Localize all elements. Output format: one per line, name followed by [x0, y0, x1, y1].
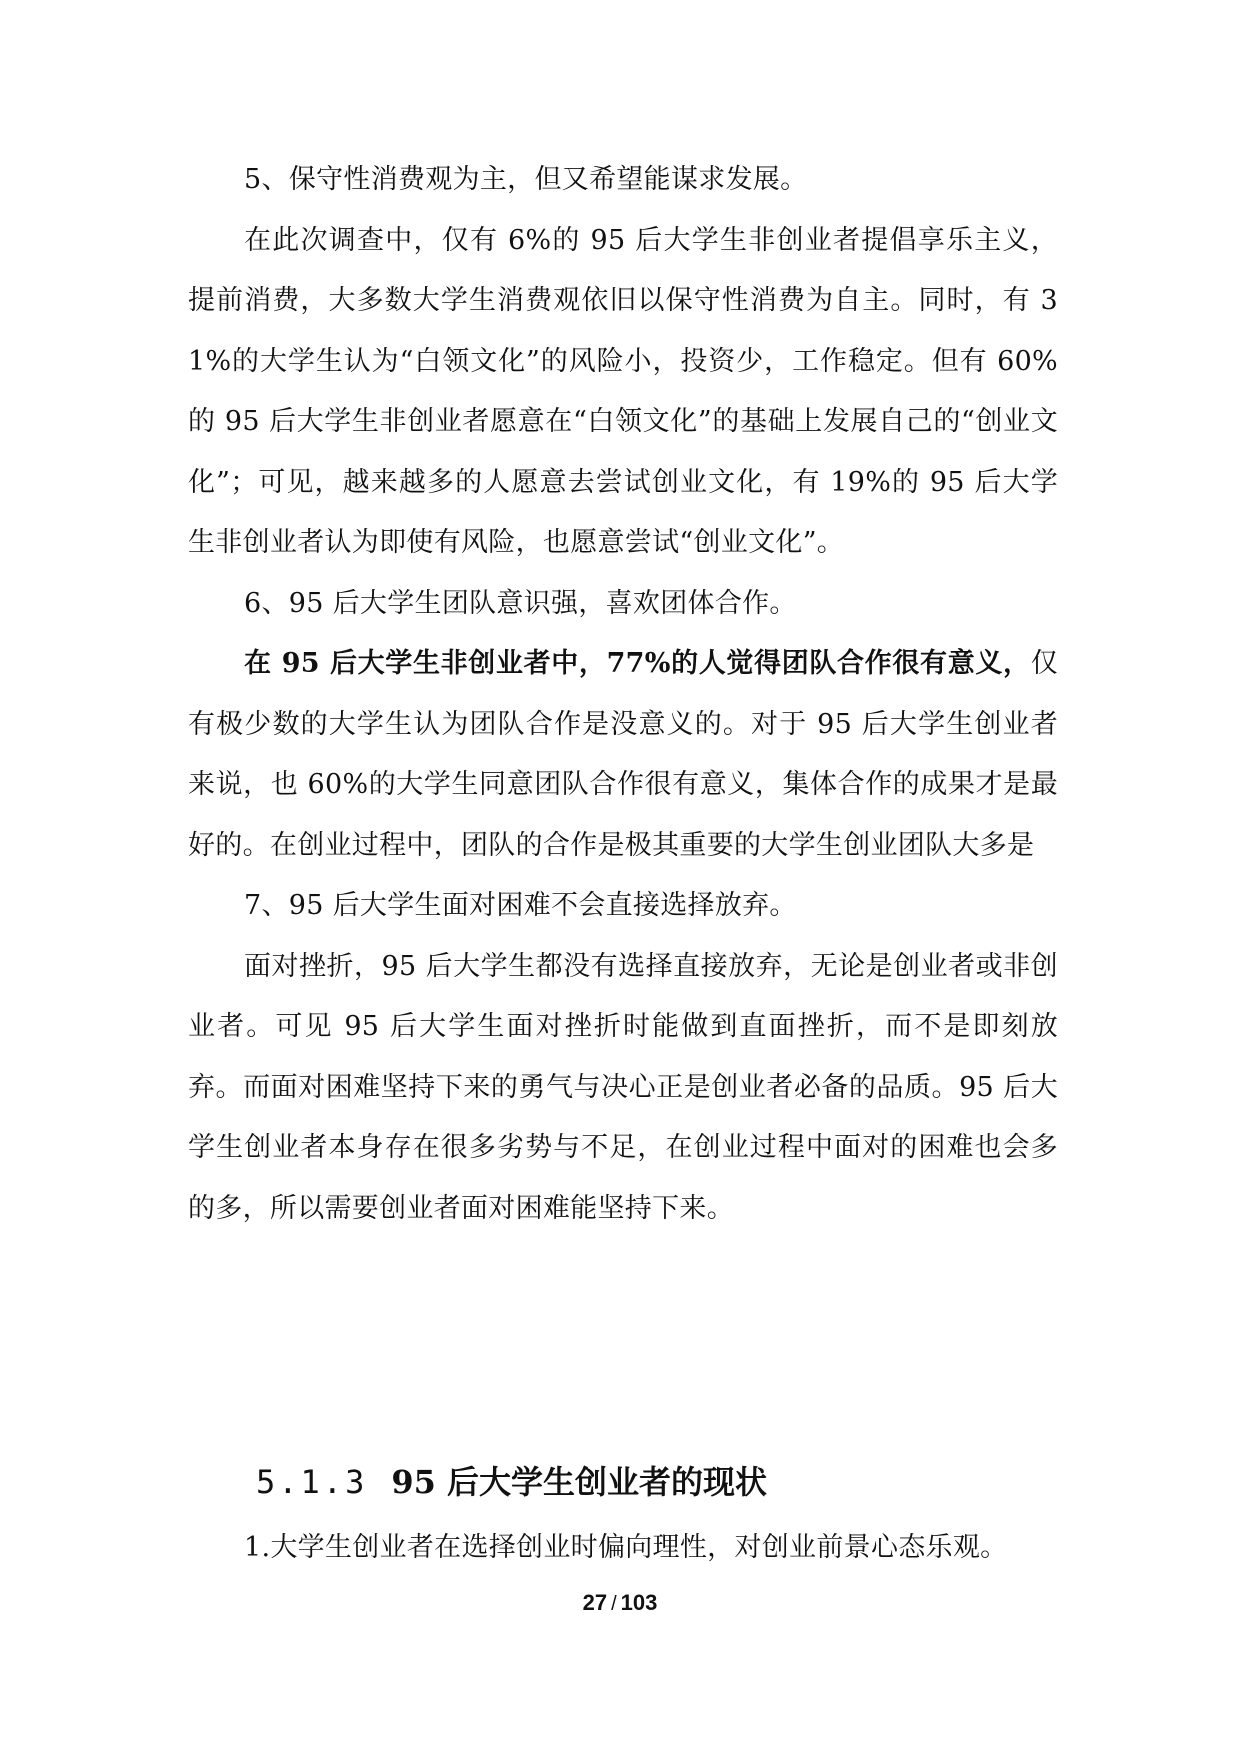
page-number [0, 1588, 1240, 1619]
section-title: 95 后大学生创业者的现状 [391, 1463, 768, 1501]
paragraph-point-7: 7、95 后大学生面对困难不会直接选择放弃。 [244, 890, 797, 921]
paragraph-point-6: 6、95 后大学生团队意识强，喜欢团体合作。 [244, 587, 797, 619]
page-total: 103 [620, 1590, 658, 1615]
paragraph-point-1: 1.大学生创业者在选择创业时偏向理性，对创业前景心态乐观。 [244, 1532, 1008, 1563]
paragraph-teamwork-rest: 仅有极少数的大学生认为团队合作是没意义的。对于 95 后大学生创业者来说，也 60%的大学生同意团队合作很有意义，集体合作的成果才是最好的。在创业过程中，团队的合作是极其重要的大学生创业团队大多是 [188, 648, 1058, 861]
section-number: 5.1.3 [256, 1463, 368, 1501]
page-separator: / [611, 1593, 617, 1615]
page-current: 27 [582, 1590, 608, 1615]
paragraph-consumption-survey: 在此次调查中，仅有 6%的 95 后大学生非创业者提倡享乐主义，提前消费，大多数大学生消费观依旧以保守性消费为自主。同时，有 31%的大学生认为“白领文化”的风险小，投资少，工作稳定。但有 60%的 95 后大学生非创业者愿意在“白领文化”的基础上发展自己的“创业文化”；可见，越来越多的人愿意去尝试创业文化，有 19%的 95 后大学生非创业者认为即使有风险，也愿意尝试“创业文化”。 [188, 224, 1058, 558]
paragraph-point-5: 5、保守性消费观为主，但又希望能谋求发展。 [244, 164, 808, 195]
body-text [188, 150, 1058, 1239]
paragraph-teamwork [188, 634, 1058, 876]
paragraph-setbacks: 面对挫折，95 后大学生都没有选择直接放弃，无论是创业者或非创业者。可见 95 后大学生面对挫折时能做到直面挫折，而不是即刻放弃。而面对困难坚持下来的勇气与决心正是创业者必备的品质。95 后大学生创业者本身存在很多劣势与不足，在创业过程中面对的困难也会多的多，所以需要创业者面对困难能坚持下来。 [188, 950, 1058, 1224]
section-heading [256, 1457, 767, 1507]
paragraph-teamwork-bold-lead: 在 95 后大学生非创业者中，77%的人觉得团队合作很有意义， [244, 648, 1031, 679]
